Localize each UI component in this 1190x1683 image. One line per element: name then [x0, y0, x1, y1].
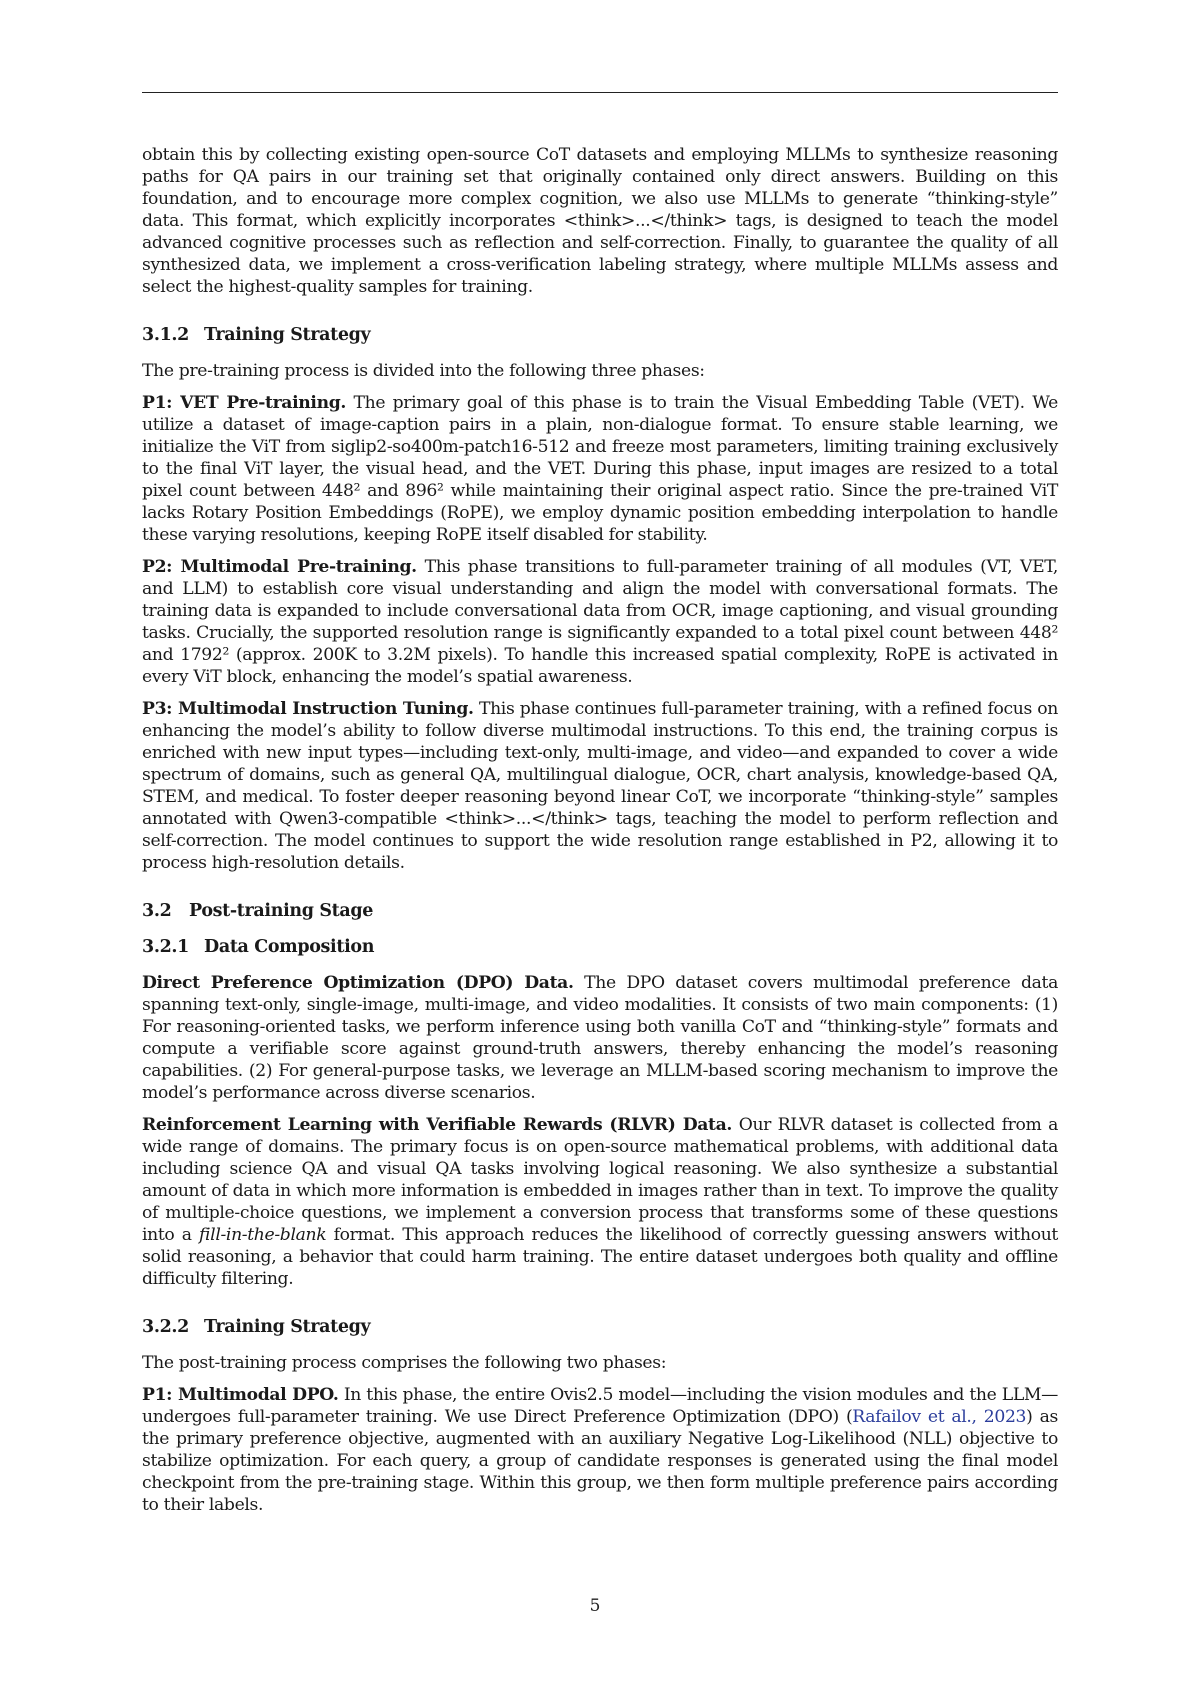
paragraph-p2-multimodal-pretraining — [142, 556, 1058, 688]
paragraph-pretraining-intro: The pre-training process is divided into the following three phases: — [142, 361, 705, 381]
paragraph-body: The primary goal of this phase is to train the Visual Embedding Table (VET). We utilize a dataset of image-caption pairs in a plain, non-dialogue format. To ensure stable learning, we initialize the ViT from siglip2-so400m-patch16-512 and freeze most parameters, limiting training exclusively to the final ViT layer, the visual head, and the VET. During this phase, input images are resized to a total pixel count between 448² and 896² while maintaining their original aspect ratio. Since the pre-trained ViT lacks Rotary Position Embeddings (RoPE), we employ dynamic position embedding interpolation to handle these varying resolutions, keeping RoPE itself disabled for stability. — [142, 393, 1058, 545]
section-number: 3.2.2 — [142, 1317, 189, 1337]
section-heading-3-1-2 — [142, 324, 1058, 346]
section-title: Post-training Stage — [189, 901, 374, 921]
paragraph-lead: Direct Preference Optimization (DPO) Data. — [142, 973, 574, 993]
paragraph-dpo-data — [142, 972, 1058, 1104]
intro-paragraph: obtain this by collecting existing open-source CoT datasets and employing MLLMs to synthesize reasoning paths for QA pairs in our training set that originally contained only direct answers. Building on this foundation, and to encourage more complex cognition, we also use MLLMs to generate “thinking-style” data. This format, which explicitly incorporates <think>...</think> tags, is designed to teach the model advanced cognitive processes such as reflection and self-correction. Finally, to guarantee the quality of all synthesized data, we implement a cross-verification labeling strategy, where multiple MLLMs assess and select the highest-quality samples for training. — [142, 145, 1058, 297]
italic-term: fill-in-the-blank — [199, 1225, 327, 1245]
paragraph-lead: P1: VET Pre-training. — [142, 393, 347, 413]
paragraph-p1-multimodal-dpo — [142, 1384, 1058, 1516]
section-heading-3-2-1 — [142, 936, 1058, 958]
paragraph-lead: P1: Multimodal DPO. — [142, 1385, 339, 1405]
paragraph-lead: P3: Multimodal Instruction Tuning. — [142, 699, 474, 719]
paragraph-body-cont: ) as the primary preference objective, augmented with an auxiliary Negative Log-Likelihood (NLL) objective to stabilize optimization. For each query, a group of candidate responses is generated using the final model checkpoint from the pre-training stage. Within this group, we then form multiple preference pairs according to their labels. — [142, 1407, 1058, 1515]
header-rule — [142, 92, 1058, 93]
paragraph-p1-vet — [142, 392, 1058, 546]
section-number: 3.2 — [142, 901, 172, 921]
paragraph-p3-instruction-tuning — [142, 698, 1058, 874]
paragraph-body-cont: format. This approach reduces the likelihood of correctly guessing answers without solid reasoning, a behavior that could harm training. The entire dataset undergoes both quality and offline difficulty filtering. — [142, 1225, 1058, 1289]
section-number: 3.1.2 — [142, 325, 189, 345]
paragraph-body: This phase continues full-parameter training, with a refined focus on enhancing the model’s ability to follow diverse multimodal instructions. To this end, the training corpus is enriched with new input types—including text-only, multi-image, and video—and expanded to cover a wide spectrum of domains, such as general QA, multilingual dialogue, OCR, chart analysis, knowledge-based QA, STEM, and medical. To foster deeper reasoning beyond linear CoT, we incorporate “thinking-style” samples annotated with Qwen3-compatible <think>...</think> tags, teaching the model to perform reflection and self-correction. The model continues to support the wide resolution range established in P2, allowing it to process high-resolution details. — [142, 699, 1058, 873]
paragraph-body: In this phase, the entire Ovis2.5 model—including the vision modules and the LLM—undergoes full-parameter training. We use Direct Preference Optimization (DPO) ( — [142, 1385, 1058, 1427]
paragraph-body: This phase transitions to full-parameter training of all modules (VT, VET, and LLM) to establish core visual understanding and align the model with conversational formats. The training data is expanded to include conversational data from OCR, image captioning, and visual grounding tasks. Crucially, the supported resolution range is significantly expanded to a total pixel count between 448² and 1792² (approx. 200K to 3.2M pixels). To handle this increased spatial complexity, RoPE is activated in every ViT block, enhancing the model’s spatial awareness. — [142, 557, 1058, 687]
paragraph-lead: P2: Multimodal Pre-training. — [142, 557, 417, 577]
section-heading-3-2 — [142, 900, 1058, 922]
section-number: 3.2.1 — [142, 937, 189, 957]
paragraph-rlvr-data — [142, 1114, 1058, 1290]
citation-link[interactable]: Rafailov et al., 2023 — [852, 1407, 1027, 1427]
paragraph-body: Our RLVR dataset is collected from a wide range of domains. The primary focus is on open-source mathematical problems, with additional data including science QA and visual QA tasks involving logical reasoning. We also synthesize a substantial amount of data in which more information is embedded in images rather than in text. To improve the quality of multiple-choice questions, we implement a conversion process that transforms some of these questions into a — [142, 1115, 1058, 1245]
paragraph-posttraining-intro: The post-training process comprises the following two phases: — [142, 1353, 667, 1373]
section-title: Training Strategy — [204, 325, 371, 345]
section-heading-3-2-2 — [142, 1316, 1058, 1338]
section-title: Data Composition — [204, 937, 375, 957]
paragraph-lead: Reinforcement Learning with Verifiable Rewards (RLVR) Data. — [142, 1115, 733, 1135]
page-number: 5 — [589, 1596, 601, 1616]
paragraph-body: The DPO dataset covers multimodal preference data spanning text-only, single-image, multi-image, and video modalities. It consists of two main components: (1) For reasoning-oriented tasks, we perform inference using both vanilla CoT and “thinking-style” formats and compute a verifiable score against ground-truth answers, thereby enhancing the model’s reasoning capabilities. (2) For general-purpose tasks, we leverage an MLLM-based scoring mechanism to improve the model’s performance across diverse scenarios. — [142, 973, 1058, 1103]
section-title: Training Strategy — [204, 1317, 371, 1337]
main-content — [142, 144, 1058, 1516]
